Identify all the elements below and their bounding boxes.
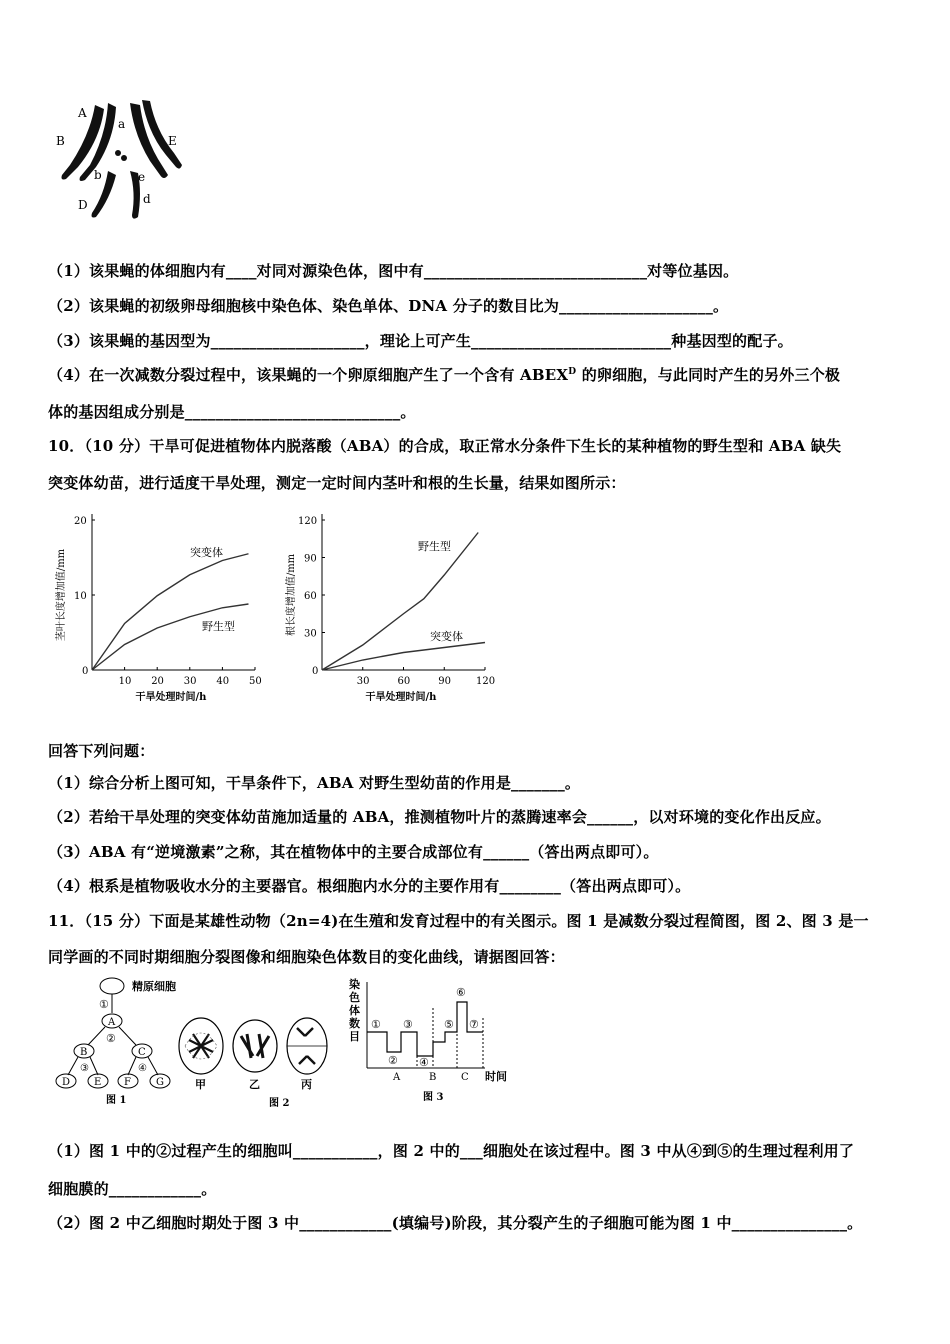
q9-part2: （2）该果蝇的初级卵母细胞核中染色体、染色单体、DNA 分子的数目比为____________________。: [48, 297, 729, 315]
q11-part2: （2）图 2 中乙细胞时期处于图 3 中____________(填编号)阶段，其分裂产生的子细胞可能为图 1 中_______________。: [48, 1214, 863, 1232]
origin-label: 0: [82, 666, 89, 677]
fig2-cell-label: 甲: [195, 1078, 206, 1091]
x-tick-label: 90: [438, 676, 451, 687]
fig1-caption: 图 1: [106, 1095, 127, 1106]
series-line: [322, 533, 478, 671]
fig1-node: F: [124, 1077, 131, 1088]
fig3-stage: ⑤: [444, 1018, 454, 1031]
q9-part1: （1）该果蝇的体细胞内有____对同对源染色体，图中有_____________________________对等位基因。: [48, 262, 739, 280]
q10-stem: 10．（10 分）干旱可促进植物体内脱落酸（ABA）的合成，取正常水分条件下生长的某种植物的野生型和 ABA 缺失: [48, 437, 842, 455]
y-axis-label: 茎叶长度增加值/mm: [56, 548, 67, 642]
x-tick-label: 40: [216, 676, 230, 687]
fig1-node: C: [138, 1047, 146, 1058]
x-tick-label: 20: [151, 676, 164, 687]
fig2-cell-label: 丙: [301, 1078, 312, 1091]
chromosome-label: A: [78, 106, 87, 120]
q9-part4-sup: D: [568, 367, 577, 377]
fig2-caption: 图 2: [269, 1098, 290, 1109]
q10-part1: （1）综合分析上图可知，干旱条件下，ABA 对野生型幼苗的作用是_______。: [48, 774, 581, 792]
fig1-node: A: [108, 1017, 116, 1028]
figure-1-meiosis-diagram: [50, 975, 190, 1110]
fig3-ylabel: 染色体数目: [349, 978, 360, 1043]
chromosome-label: e: [138, 170, 146, 184]
q10-stem-cont: 突变体幼苗，进行适度干旱处理，测定一定时间内茎叶和根的生长量，结果如图所示：: [48, 474, 626, 492]
fig2-cell-label: 乙: [249, 1078, 260, 1091]
x-tick-label: 30: [356, 676, 370, 687]
series-label: 突变体: [190, 546, 223, 559]
figure-3-chromosome-curve: [345, 978, 530, 1108]
x-tick-label: 10: [118, 676, 132, 687]
fig3-stage: ①: [371, 1018, 381, 1031]
y-tick-label: 30: [304, 628, 317, 640]
fig1-title: 精原细胞: [132, 980, 176, 993]
fig1-step: ④: [138, 1063, 147, 1074]
fig1-node: G: [156, 1077, 164, 1088]
q11-part1-cont: 细胞膜的____________。: [48, 1180, 217, 1198]
fig1-step: ②: [106, 1032, 116, 1045]
q11-stem-cont: 同学画的不同时期细胞分裂图像和细胞染色体数目的变化曲线，请据图回答：: [48, 948, 565, 966]
root-chart: [280, 508, 495, 713]
q10-answer-prompt: 回答下列问题：: [48, 742, 155, 760]
series-line: [322, 643, 485, 671]
q9-part4-text: （4）在一次减数分裂过程中，该果蝇的一个卵原细胞产生了一个含有 ABEX: [48, 366, 569, 384]
series-label: 野生型: [418, 540, 451, 553]
series-label: 野生型: [202, 620, 235, 633]
fig3-stage: ⑦: [469, 1018, 479, 1031]
fig1-node: D: [62, 1077, 71, 1088]
series-line: [92, 554, 248, 670]
fig3-stage: ③: [403, 1018, 413, 1031]
chromosome-label: D: [78, 198, 88, 212]
fig1-step: ①: [99, 998, 109, 1011]
q11-part1: （1）图 1 中的②过程产生的细胞叫___________，图 2 中的___细胞处在该过程中。图 3 中从④到⑤的生理过程利用了: [48, 1142, 855, 1160]
chromosome-label: b: [94, 168, 102, 182]
chromosome-label: d: [143, 192, 151, 206]
fig1-node: E: [94, 1077, 102, 1088]
y-tick-label: 10: [74, 591, 87, 602]
stem-leaf-chart: [50, 508, 265, 713]
x-axis-label: 干旱处理时间/h: [365, 692, 437, 703]
x-tick-label: 30: [183, 676, 197, 687]
chromosome-figure: [50, 95, 200, 230]
q9-part4: [48, 364, 840, 385]
fig3-caption: 图 3: [423, 1092, 444, 1103]
fig1-step: ③: [80, 1063, 89, 1074]
chromosome-label: E: [168, 134, 177, 148]
x-axis-label: 干旱处理时间/h: [135, 692, 207, 703]
q9-part4-cont: 体的基因组成分别是____________________________。: [48, 403, 416, 421]
q11-stem: 11．（15 分）下面是某雄性动物（2n=4)在生殖和发育过程中的有关图示。图 1 是减数分裂过程简图，图 2、图 3 是一: [48, 912, 869, 930]
q9-part4-text-cont: 的卵细胞，与此同时产生的另外三个极: [576, 366, 841, 384]
fig3-xtick: B: [429, 1072, 437, 1083]
q10-part2: （2）若给干旱处理的突变体幼苗施加适量的 ABA，推测植物叶片的蒸腾速率会______，以对环境的变化作出反应。: [48, 808, 831, 826]
chromosome-label: B: [56, 134, 65, 148]
q9-part3: （3）该果蝇的基因型为____________________，理论上可产生__________________________种基因型的配子。: [48, 332, 793, 350]
origin-label: 0: [312, 666, 319, 677]
fig3-xtick: C: [461, 1072, 469, 1083]
figure-2-cell-images: [175, 1010, 335, 1110]
y-axis-label: 根长度增加值/mm: [286, 553, 297, 637]
x-tick-label: 60: [397, 676, 411, 687]
fig3-stage: ②: [388, 1054, 398, 1067]
fig3-xtick: A: [393, 1072, 401, 1083]
x-tick-label: 120: [476, 676, 495, 687]
q10-part4: （4）根系是植物吸收水分的主要器官。根细胞内水分的主要作用有________（答出两点即可）。: [48, 877, 691, 895]
series-label: 突变体: [430, 630, 463, 643]
y-tick-label: 120: [298, 516, 318, 527]
y-tick-label: 20: [74, 516, 87, 527]
fig3-stage: ⑥: [456, 986, 466, 999]
x-tick-label: 50: [249, 676, 262, 687]
fig1-node: B: [80, 1047, 88, 1058]
y-tick-label: 90: [304, 553, 317, 565]
chromosome-label: a: [118, 117, 126, 131]
q10-part3: （3）ABA 有“逆境激素”之称，其在植物体中的主要合成部位有______（答出两点即可）。: [48, 843, 659, 861]
fig3-xlabel: 时间: [485, 1070, 507, 1083]
fig3-stage: ④: [419, 1056, 429, 1069]
y-tick-label: 60: [304, 591, 317, 602]
